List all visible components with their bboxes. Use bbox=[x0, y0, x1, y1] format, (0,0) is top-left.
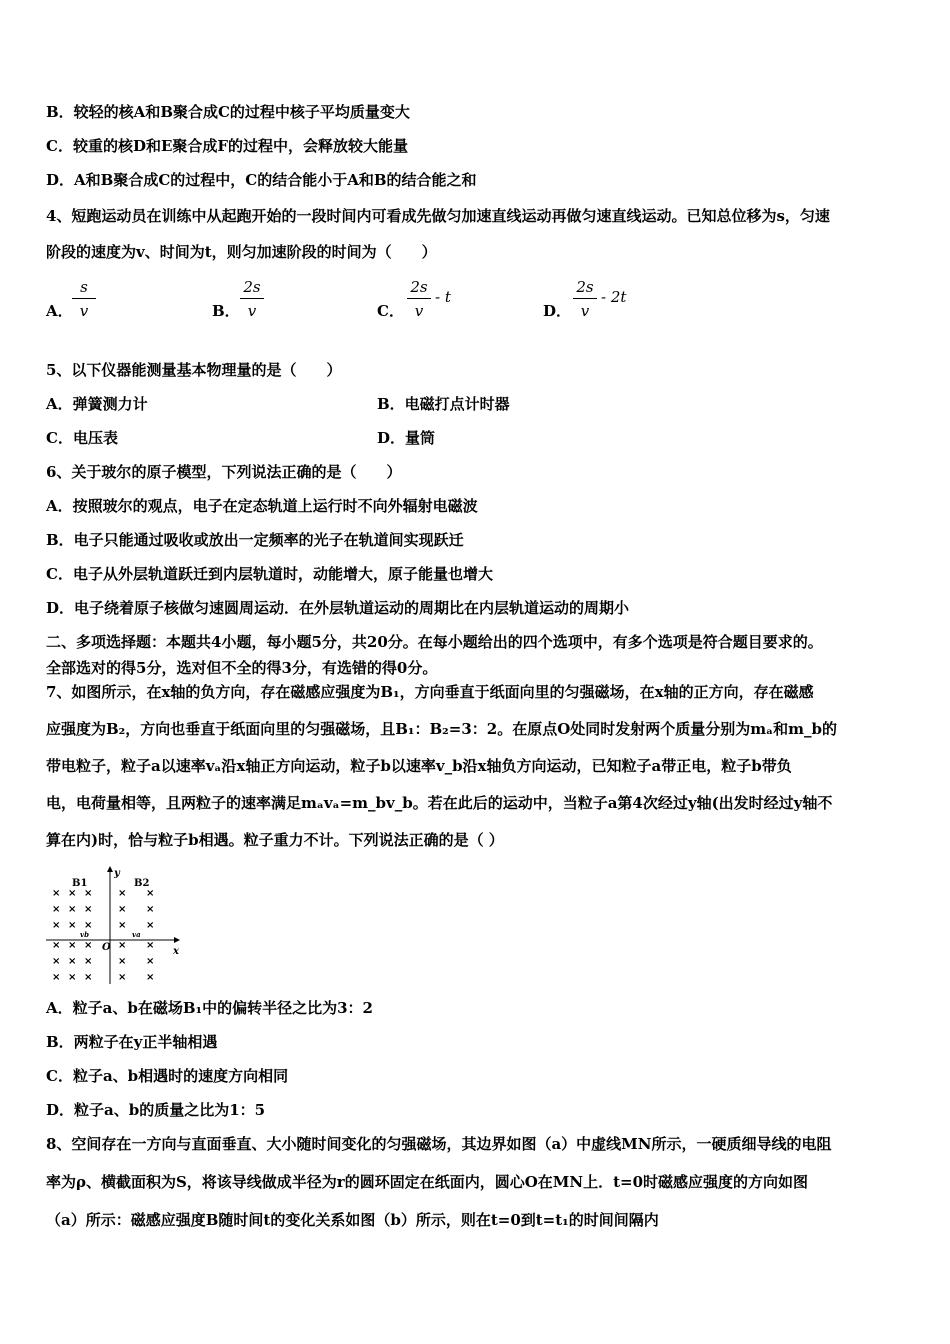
question-4-line-2: 阶段的速度为v、时间为t，则匀加速阶段的时间为（ ） bbox=[46, 243, 437, 261]
field-cross-b2: × bbox=[118, 956, 127, 967]
question-7-line-2: 应强度为B₂，方向也垂直于纸面向里的匀强磁场，且B₁：B₂=3：2。在原点O处同时发射两个质量分别为mₐ和m_b的 bbox=[46, 720, 837, 738]
field-cross-b1: × bbox=[52, 940, 61, 951]
q4-option-d-label: D． bbox=[543, 302, 572, 320]
q4-option-a-fraction bbox=[70, 276, 98, 321]
question-4-line-1: 4、短跑运动员在训练中从起跑开始的一段时间内可看成先做匀加速直线运动再做匀速直线运动。已知总位移为s，匀速 bbox=[46, 207, 830, 225]
question-4-options bbox=[46, 276, 746, 326]
q5-option-b: B．电磁打点计时器 bbox=[377, 395, 510, 413]
field-b2-label: B2 bbox=[134, 878, 150, 889]
field-b1-label: B1 bbox=[72, 878, 88, 889]
field-cross-b1: × bbox=[68, 956, 77, 967]
q5-option-d: D．量筒 bbox=[377, 429, 436, 447]
field-cross-b1: × bbox=[68, 972, 77, 983]
numerator: 2s bbox=[243, 278, 261, 296]
y-axis-arrow-icon bbox=[107, 866, 113, 872]
numerator: 2s bbox=[576, 278, 594, 296]
field-cross-b1: × bbox=[84, 940, 93, 951]
q4-option-d-fraction bbox=[571, 276, 599, 321]
field-cross-b1: × bbox=[84, 904, 93, 915]
q4-option-a-label: A． bbox=[46, 302, 73, 320]
option-1-c: C．较重的核D和E聚合成F的过程中，会释放较大能量 bbox=[46, 137, 409, 155]
q6-option-d: D．电子绕着原子核做匀速圆周运动．在外层轨道运动的周期比在内层轨道运动的周期小 bbox=[46, 599, 630, 617]
q7-option-c: C．粒子a、b相遇时的速度方向相同 bbox=[46, 1067, 289, 1085]
q4-option-b-fraction bbox=[238, 276, 266, 321]
denominator: v bbox=[79, 302, 89, 320]
q4-option-c-label: C． bbox=[377, 302, 404, 320]
section-2-heading: 二、多项选择题：本题共4小题，每小题5分，共20分。在每小题给出的四个选项中，有多个选项是符合题目要求的。 bbox=[46, 633, 823, 651]
question-6: 6、关于玻尔的原子模型，下列说法正确的是（ ） bbox=[46, 463, 402, 481]
numerator: s bbox=[80, 278, 88, 296]
q7-option-d: D．粒子a、b的质量之比为1：5 bbox=[46, 1101, 266, 1119]
field-cross-b1: × bbox=[52, 920, 61, 931]
field-cross-b2: × bbox=[146, 956, 155, 967]
velocity-a-label: va bbox=[132, 930, 141, 939]
field-cross-b2: × bbox=[118, 904, 127, 915]
field-cross-b1: × bbox=[52, 888, 61, 899]
denominator: v bbox=[247, 302, 257, 320]
x-axis-label: x bbox=[173, 946, 179, 957]
field-cross-b1: × bbox=[52, 972, 61, 983]
origin-label: O bbox=[102, 942, 111, 953]
field-cross-b1: × bbox=[68, 888, 77, 899]
section-2-scoring: 全部选对的得5分，选对但不全的得3分，有选错的得0分。 bbox=[46, 659, 438, 677]
q6-option-b: B．电子只能通过吸收或放出一定频率的光子在轨道间实现跃迁 bbox=[46, 531, 464, 549]
question-7-line-5: 算在内)时，恰与粒子b相遇。粒子重力不计。下列说法正确的是（ ） bbox=[46, 831, 504, 849]
q4-option-c-tail: - t bbox=[435, 288, 451, 306]
numerator: 2s bbox=[410, 278, 428, 296]
q5-option-a: A．弹簧测力计 bbox=[46, 395, 148, 413]
field-cross-b2: × bbox=[118, 940, 127, 951]
question-8-line-1: 8、空间存在一方向与直面垂直、大小随时间变化的匀强磁场，其边界如图（a）中虚线MN所示，一硬质细导线的电阻 bbox=[46, 1135, 832, 1153]
magnetic-field-figure bbox=[46, 864, 186, 986]
field-cross-b2: × bbox=[118, 920, 127, 931]
field-cross-b2: × bbox=[146, 904, 155, 915]
field-cross-b1: × bbox=[52, 904, 61, 915]
option-1-d: D．A和B聚合成C的过程中，C的结合能小于A和B的结合能之和 bbox=[46, 171, 477, 189]
velocity-b-label: vb bbox=[80, 930, 89, 939]
field-cross-b2: × bbox=[146, 888, 155, 899]
q7-option-b: B．两粒子在y正半轴相遇 bbox=[46, 1033, 218, 1051]
question-8-line-3: （a）所示：磁感应强度B随时间t的变化关系如图（b）所示，则在t=0到t=t₁的时间间隔内 bbox=[46, 1211, 659, 1229]
field-cross-b1: × bbox=[52, 956, 61, 967]
q6-option-c: C．电子从外层轨道跃迁到内层轨道时，动能增大，原子能量也增大 bbox=[46, 565, 493, 583]
field-cross-b1: × bbox=[68, 940, 77, 951]
q4-option-c-fraction bbox=[405, 276, 433, 321]
q7-option-a: A．粒子a、b在磁场B₁中的偏转半径之比为3：2 bbox=[46, 999, 373, 1017]
question-7-line-4: 电，电荷量相等，且两粒子的速率满足mₐvₐ=m_bv_b。若在此后的运动中，当粒子a第4次经过y轴(出发时经过y轴不 bbox=[46, 794, 833, 812]
q5-option-c: C．电压表 bbox=[46, 429, 118, 447]
q6-option-a: A．按照玻尔的观点，电子在定态轨道上运行时不向外辐射电磁波 bbox=[46, 497, 478, 515]
x-axis-arrow-icon bbox=[174, 937, 180, 943]
question-7-line-1: 7、如图所示，在x轴的负方向，存在磁感应强度为B₁，方向垂直于纸面向里的匀强磁场，在x轴的正方向，存在磁感 bbox=[46, 683, 814, 701]
denominator: v bbox=[580, 302, 590, 320]
denominator: v bbox=[414, 302, 424, 320]
field-cross-b1: × bbox=[84, 956, 93, 967]
q4-option-d-tail: - 2t bbox=[601, 288, 627, 306]
question-7-line-3: 带电粒子，粒子a以速率vₐ沿x轴正方向运动，粒子b以速率v_b沿x轴负方向运动，已知粒子a带正电，粒子b带负 bbox=[46, 757, 792, 775]
field-cross-b2: × bbox=[146, 972, 155, 983]
field-cross-b1: × bbox=[84, 972, 93, 983]
field-cross-b2: × bbox=[146, 920, 155, 931]
field-cross-b1: × bbox=[84, 888, 93, 899]
field-cross-b2: × bbox=[118, 972, 127, 983]
field-cross-b1: × bbox=[68, 904, 77, 915]
question-5: 5、以下仪器能测量基本物理量的是（ ） bbox=[46, 361, 342, 379]
option-1-b: B．较轻的核A和B聚合成C的过程中核子平均质量变大 bbox=[46, 103, 410, 121]
y-axis-label: y bbox=[114, 868, 120, 879]
q4-option-b-label: B． bbox=[212, 302, 240, 320]
field-cross-b2: × bbox=[146, 940, 155, 951]
question-8-line-2: 率为ρ、横截面积为S，将该导线做成半径为r的圆环固定在纸面内，圆心O在MN上．t=0时磁感应强度的方向如图 bbox=[46, 1173, 809, 1191]
field-cross-b2: × bbox=[118, 888, 127, 899]
field-cross-b1: × bbox=[68, 920, 77, 931]
field-cross-b1: × bbox=[84, 920, 93, 931]
